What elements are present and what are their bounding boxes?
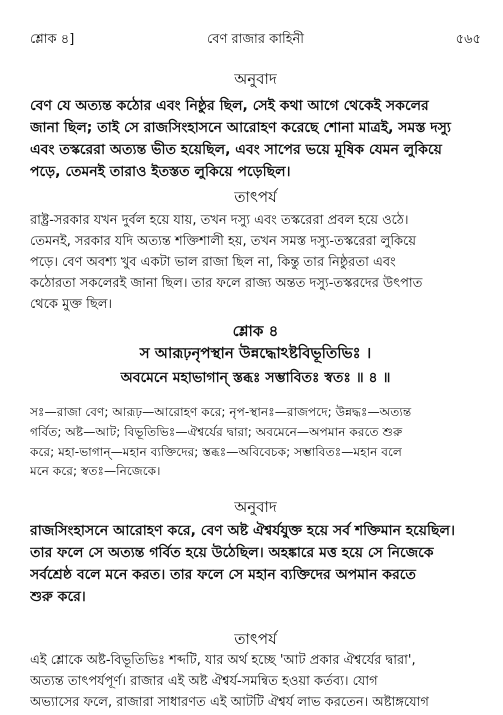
header-chapter-title: বেণ রাজার কাহিনী xyxy=(207,32,304,47)
paragraph-line: রাষ্ট্র-সরকার যখন দুর্বল হয়ে যায়, তখন দস্যু এবং তস্করেরা প্রবল হয়ে ওঠে। xyxy=(30,213,409,228)
verse-number-heading: শ্লোক ৪ xyxy=(232,322,279,340)
page-number: ৫৬৫ xyxy=(455,32,481,47)
paragraph-line: জানা ছিল; তাই সে রাজসিংহাসনে আরোহণ করেছে শোনা মাত্রই, সমস্ত দস্যু xyxy=(30,120,451,136)
paragraph-line: অভ্যাসের ফলে, রাজারা সাধারণত এই আটটি ঐশ্বর্য লাভ করতেন। অষ্টাঙ্গযোগ xyxy=(30,695,429,710)
synonym-line: গর্বিত; অষ্ট—আট; বিভূতিভিঃ—ঐশ্বর্যের দ্বারা; অবমেনে—অপমান করতে শুরু xyxy=(30,424,403,439)
synonym-line: মনে করে; স্বতঃ—নিজেকে। xyxy=(30,464,161,479)
paragraph-line: বেণ যে অত্যন্ত কঠোর এবং নিষ্ঠুর ছিল, সেই কথা আগে থেকেই সকলের xyxy=(30,98,429,114)
translation-heading: অনুবাদ xyxy=(234,70,277,88)
verse-sanskrit-line-1: স আরূঢ়নৃপস্থান উন্নদ্ধোঽষ্টবিভূতিভিঃ । xyxy=(139,344,372,362)
purport-paragraph xyxy=(30,210,481,315)
translation-paragraph-2 xyxy=(30,520,481,608)
paragraph-line: অত্যন্ত তাৎপর্যপূর্ণ। রাজার এই অষ্ট ঐশ্বর্য-সমন্বিত হওয়া কর্তব্য। যোগ xyxy=(30,674,378,689)
purport-paragraph-2 xyxy=(30,650,481,713)
paragraph-line: পড়ে, তেমনই তারাও ইতস্তত লুকিয়ে পড়েছিল। xyxy=(30,164,291,180)
paragraph-line: তার ফলে সে অত্যন্ত গর্বিত হয়ে উঠেছিল। অহঙ্কারে মত্ত হয়ে সে নিজেকে xyxy=(30,545,434,561)
paragraph-line: সর্বশ্রেষ্ঠ বলে মনে করত। তার ফলে সে মহান ব্যক্তিদের অপমান করতে xyxy=(30,567,416,583)
synonym-line: করে; মহা-ভাগান্—মহান ব্যক্তিদের; স্তব্ধঃ—অবিবেচক; সম্ভাবিতঃ—মহান বলে xyxy=(30,444,403,459)
purport-heading-2: তাৎপর্য xyxy=(234,630,277,648)
header-verse-ref: শ্লোক ৪] xyxy=(30,32,75,47)
paragraph-line: এবং তস্করেরা অত্যন্ত ভীত হয়েছিল, এবং সাপের ভয়ে মূষিক যেমন লুকিয়ে xyxy=(30,142,442,158)
paragraph-line: এই শ্লোকে অষ্ট-বিভূতিভিঃ শব্দটি, যার অর্থ হচ্ছে 'আট প্রকার ঐশ্বর্যের দ্বারা', xyxy=(30,653,416,668)
verse-sanskrit-line-2: অবমেনে মহাভাগান্ স্তব্ধঃ সম্ভাবিতঃ স্বতঃ ॥ ৪ ॥ xyxy=(120,370,391,386)
translation-paragraph xyxy=(30,95,481,183)
translation-heading-2: অনুবাদ xyxy=(234,498,277,516)
paragraph-line: পড়ে। বেণ অবশ্য খুব একটা ভাল রাজা ছিল না, কিন্তু তার নিষ্ঠুরতা এবং xyxy=(30,255,396,270)
paragraph-line: তেমনই, সরকার যদি অত্যন্ত শক্তিশালী হয়, তখন সমস্ত দস্যু-তস্করেরা লুকিয়ে xyxy=(30,234,417,249)
synonym-line: সঃ—রাজা বেণ; আরূঢ়—আরোহণ করে; নৃপ-স্থানঃ—রাজপদে; উন্নদ্ধঃ—অত্যন্ত xyxy=(30,405,412,419)
word-meanings xyxy=(30,403,481,482)
paragraph-line: কঠোরতা সকলেরই জানা ছিল। তার ফলে রাজ্য অন্তত দস্যু-তস্করদের উৎপাত xyxy=(30,276,423,291)
purport-heading: তাৎপর্য xyxy=(234,188,277,206)
paragraph-line: রাজসিংহাসনে আরোহণ করে, বেণ অষ্ট ঐশ্বর্যযুক্ত হয়ে সর্ব শক্তিমান হয়েছিল। xyxy=(30,523,455,539)
running-header xyxy=(30,30,481,50)
paragraph-line: শুরু করে। xyxy=(30,589,86,605)
paragraph-line: থেকে মুক্ত ছিল। xyxy=(30,297,113,312)
